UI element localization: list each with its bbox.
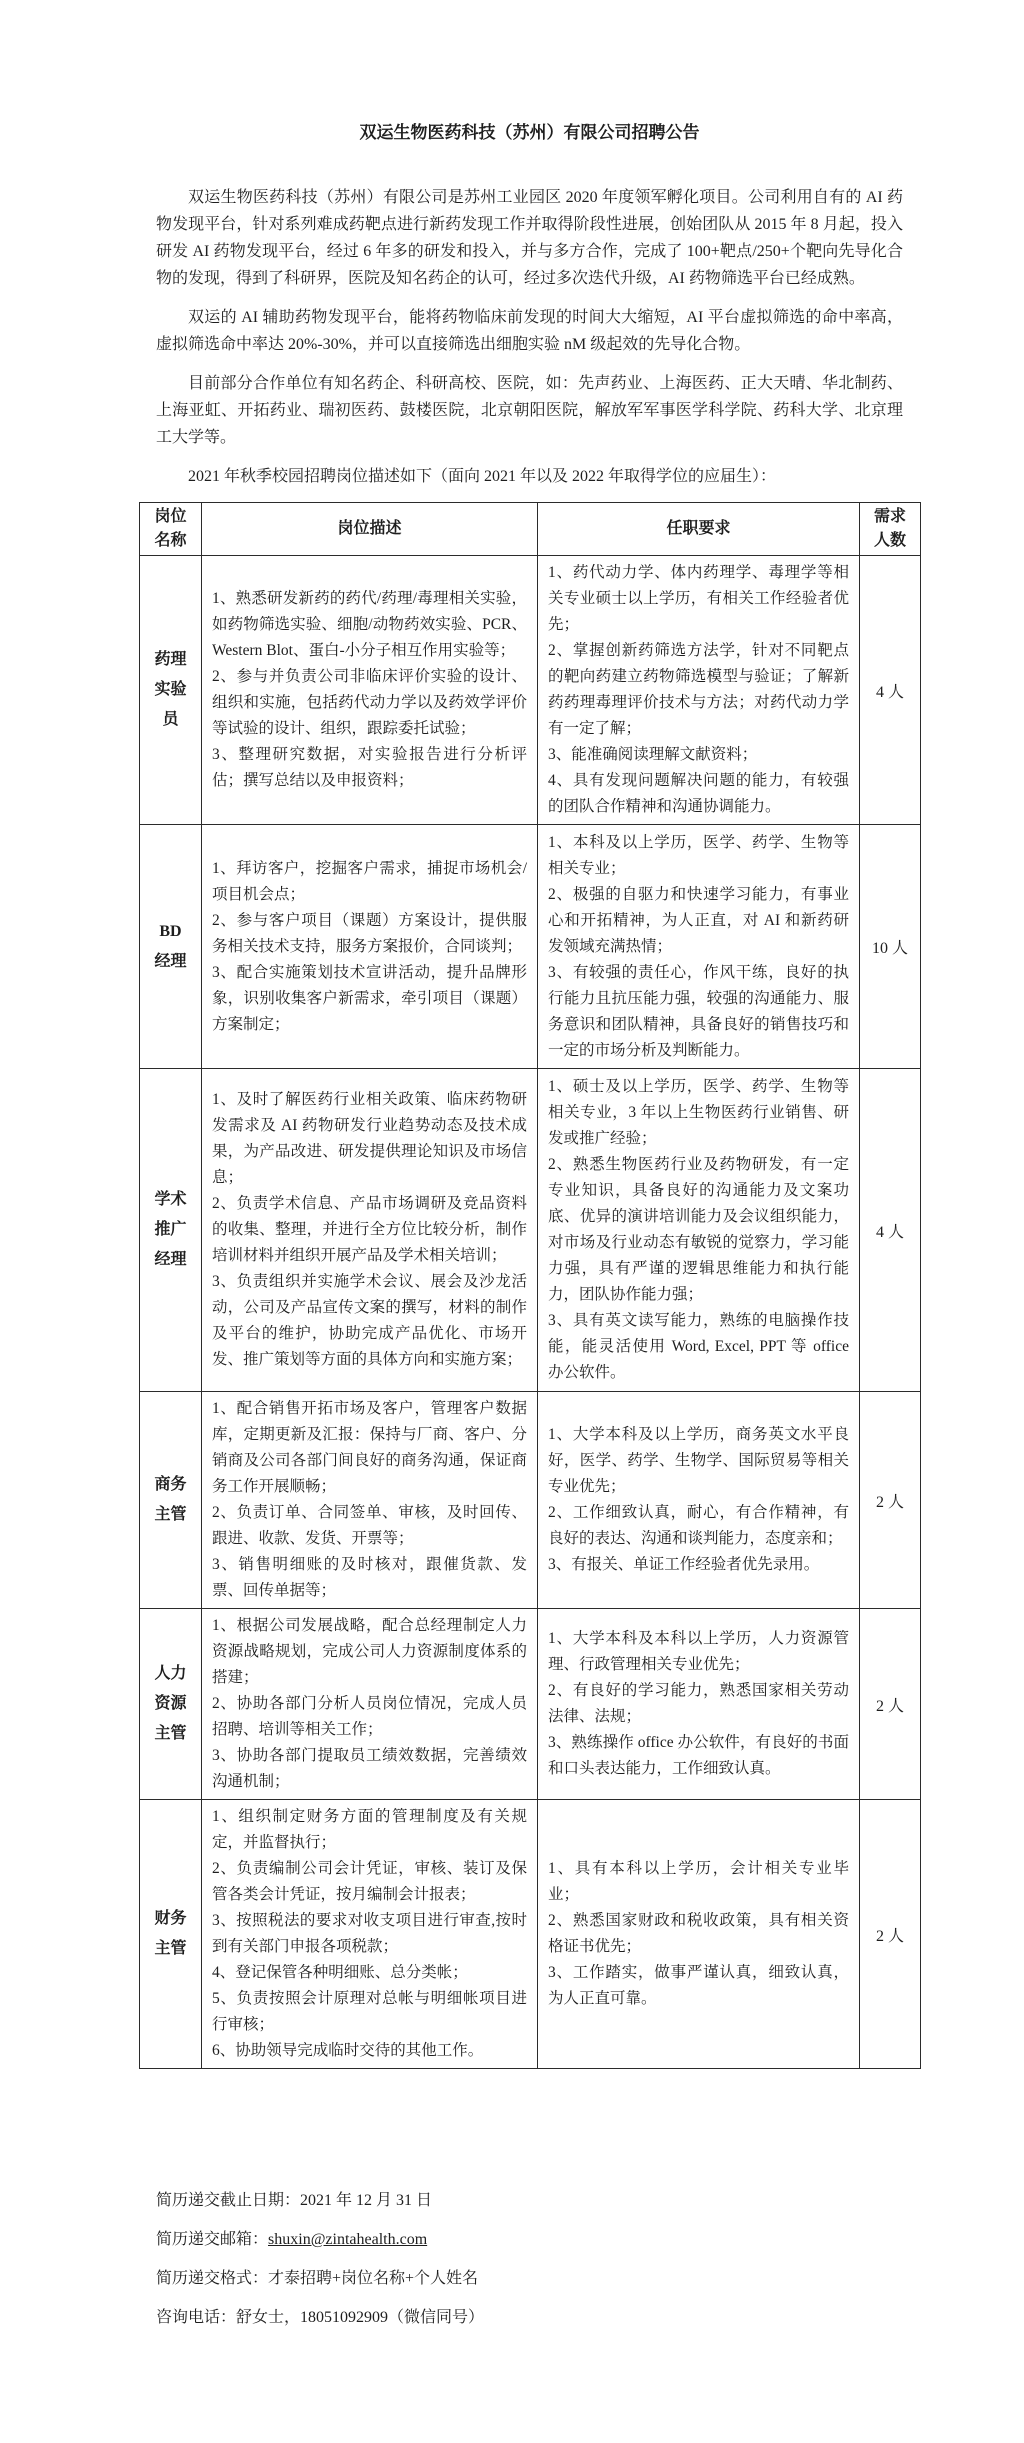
req-item: 3、有较强的责任心，作风干练，良好的执行能力且抗压能力强，较强的沟通能力、服务意识和团队精神，具备良好的销售技巧和一定的市场分析及判断能力。 [548, 963, 849, 1059]
headcount-cell: 2 人 [860, 1800, 921, 2069]
desc-item: 2、负责学术信息、产品市场调研及竞品资料的收集、整理，并进行全方位比较分析，制作培训材料并组织开展产品及学术相关培训； [212, 1195, 527, 1264]
desc-item: 1、根据公司发展战略，配合总经理制定人力资源战略规划，完成公司人力资源制度体系的搭建； [212, 1617, 527, 1686]
table-header-row [140, 503, 921, 556]
desc-item: 2、负责编制公司会计凭证，审核、装订及保管各类会计凭证，按月编制会计报表； [212, 1860, 527, 1903]
job-req-cell [538, 1392, 860, 1609]
job-name-cell: 药理实验员 [140, 556, 202, 825]
req-item: 3、具有英文读写能力，熟练的电脑操作技能，能灵活使用 Word, Excel, PPT 等 office 办公软件。 [548, 1312, 849, 1381]
table-row [140, 1069, 921, 1392]
req-item: 3、熟练操作 office 办公软件，有良好的书面和口头表达能力，工作细致认真。 [548, 1734, 849, 1777]
table-row [140, 556, 921, 825]
headcount-cell: 2 人 [860, 1609, 921, 1800]
desc-item: 2、参与客户项目（课题）方案设计，提供服务相关技术支持，服务方案报价，合同谈判； [212, 911, 527, 955]
intro-paragraph-company: 双运生物医药科技（苏州）有限公司是苏州工业园区 2020 年度领军孵化项目。公司利用自有的 AI 药物发现平台，针对系列难成药靶点进行新药发现工作并取得阶段性进展，创始团队从 2015 年 8 月起，投入研发 AI 药物发现平台，经过 6 年多的研发和投入，并与多方合作，完成了 100+靶点/250+个靶向先导化合物的发现，得到了科研界，医院及知名药企的认可，经过多次迭代升级，AI 药物筛选平台已经成熟。 [156, 189, 903, 287]
desc-item: 1、拜访客户，挖掘客户需求，捕捉市场机会/项目机会点； [212, 859, 527, 903]
headcount-cell: 10 人 [860, 825, 921, 1069]
table-row [140, 1392, 921, 1609]
table-row [140, 1609, 921, 1800]
req-item: 2、掌握创新药筛选方法学，针对不同靶点的靶向药建立药物筛选模型与验证；了解新药药理毒理评价技术与方法；对药代动力学有一定了解； [548, 642, 849, 737]
req-item: 3、有报关、单证工作经验者优先录用。 [548, 1556, 820, 1573]
desc-item: 3、按照税法的要求对收支项目进行审查,按时到有关部门申报各项税款； [212, 1912, 527, 1955]
desc-item: 3、协助各部门提取员工绩效数据，完善绩效沟通机制； [212, 1747, 527, 1790]
desc-item: 3、销售明细账的及时核对，跟催货款、发票、回传单据等； [212, 1556, 527, 1599]
req-item: 2、工作细致认真，耐心，有合作精神，有良好的表达、沟通和谈判能力，态度亲和； [548, 1504, 849, 1547]
desc-item: 1、配合销售开拓市场及客户，管理客户数据库，定期更新及汇报：保持与厂商、客户、分销商及公司各部门间良好的商务沟通，保证商务工作开展顺畅； [212, 1400, 527, 1495]
req-item: 1、硕士及以上学历，医学、药学、生物等相关专业，3 年以上生物医药行业销售、研发或推广经验； [548, 1078, 849, 1147]
req-item: 1、大学本科及本科以上学历，人力资源管理、行政管理相关专业优先； [548, 1630, 849, 1673]
job-desc-cell [202, 1609, 538, 1800]
table-row [140, 825, 921, 1069]
footer-format: 简历递交格式：才泰招聘+岗位名称+个人姓名 [156, 2270, 479, 2287]
job-name-cell: 商务主管 [140, 1392, 202, 1609]
desc-item: 5、负责按照会计原理对总帐与明细帐项目进行审核； [212, 1990, 527, 2033]
req-item: 2、熟悉国家财政和税收政策，具有相关资格证书优先； [548, 1912, 849, 1955]
desc-item: 3、配合实施策划技术宣讲活动，提升品牌形象，识别收集客户新需求，牵引项目（课题）方案制定； [212, 963, 527, 1033]
req-item: 3、能准确阅读理解文献资料； [548, 746, 758, 763]
footer-deadline: 简历递交截止日期：2021 年 12 月 31 日 [156, 2192, 433, 2209]
desc-item: 1、及时了解医药行业相关政策、临床药物研发需求及 AI 药物研发行业趋势动态及技术成果，为产品改进、研发提供理论知识及市场信息； [212, 1091, 527, 1186]
footer-phone: 咨询电话：舒女士，18051092909（微信同号） [156, 2309, 485, 2326]
job-desc-cell [202, 1069, 538, 1392]
intro-section [139, 184, 920, 490]
email-link[interactable]: shuxin@zintahealth.com [268, 2231, 428, 2248]
column-header-headcount: 需求人数 [860, 503, 921, 556]
footer-email-label: 简历递交邮箱： [156, 2231, 269, 2248]
req-item: 2、极强的自驱力和快速学习能力，有事业心和开拓精神，为人正直，对 AI 和新药研发领域充满热情； [548, 885, 849, 955]
desc-item: 4、登记保管各种明细账、总分类帐； [212, 1964, 468, 1981]
job-name-cell: 人力资源主管 [140, 1609, 202, 1800]
document-page [139, 0, 920, 2337]
jobs-table [139, 502, 921, 2069]
headcount-cell: 4 人 [860, 556, 921, 825]
footer-email-line [156, 2220, 903, 2259]
column-header-position-name: 岗位名称 [140, 503, 202, 556]
headcount-cell: 4 人 [860, 1069, 921, 1392]
table-row [140, 1800, 921, 2069]
req-item: 1、药代动力学、体内药理学、毒理学等相关专业硕士以上学历，有相关工作经验者优先； [548, 564, 849, 633]
intro-paragraph-recruit-note: 2021 年秋季校园招聘岗位描述如下（面向 2021 年以及 2022 年取得学位的应届生）： [188, 468, 777, 485]
job-name-cell: 财务主管 [140, 1800, 202, 2069]
desc-item: 3、整理研究数据，对实验报告进行分析评估；撰写总结以及申报资料； [212, 746, 527, 789]
req-item: 2、有良好的学习能力，熟悉国家相关劳动法律、法规； [548, 1682, 849, 1725]
job-req-cell [538, 556, 860, 825]
desc-item: 3、负责组织并实施学术会议、展会及沙龙活动，公司及产品宣传文案的撰写，材料的制作及平台的维护，协助完成产品优化、市场开发、推广策划等方面的具体方向和实施方案； [212, 1273, 527, 1368]
req-item: 1、本科及以上学历，医学、药学、生物等相关专业； [548, 833, 849, 877]
req-item: 2、熟悉生物医药行业及药物研发，有一定专业知识，具备良好的沟通能力及文案功底、优异的演讲培训能力及会议组织能力，对市场及行业动态有敏锐的觉察力，学习能力强，具有严谨的逻辑思维能力和执行能力，团队协作能力强； [548, 1156, 849, 1303]
job-name-cell: BD经理 [140, 825, 202, 1069]
job-req-cell [538, 1069, 860, 1392]
req-item: 1、具有本科以上学历，会计相关专业毕业； [548, 1860, 849, 1903]
req-item: 1、大学本科及以上学历，商务英文水平良好，医学、药学、生物学、国际贸易等相关专业优先； [548, 1426, 849, 1495]
job-desc-cell [202, 825, 538, 1069]
intro-paragraph-platform: 双运的 AI 辅助药物发现平台，能将药物临床前发现的时间大大缩短，AI 平台虚拟筛选的命中率高，虚拟筛选命中率达 20%-30%，并可以直接筛选出细胞实验 nM 级起效的先导化合物。 [156, 309, 903, 353]
headcount-cell: 2 人 [860, 1392, 921, 1609]
job-desc-cell [202, 556, 538, 825]
footer-contact-section [139, 2181, 920, 2337]
desc-item: 1、熟悉研发新药的药代/药理/毒理相关实验，如药物筛选实验、细胞/动物药效实验、PCR、Western Blot、蛋白-小分子相互作用实验等； [212, 590, 527, 659]
job-req-cell [538, 825, 860, 1069]
column-header-requirements: 任职要求 [538, 503, 860, 556]
req-item: 3、工作踏实，做事严谨认真，细致认真，为人正直可靠。 [548, 1964, 849, 2007]
job-req-cell [538, 1609, 860, 1800]
desc-item: 2、协助各部门分析人员岗位情况，完成人员招聘、培训等相关工作； [212, 1695, 527, 1738]
job-desc-cell [202, 1800, 538, 2069]
desc-item: 2、参与并负责公司非临床评价实验的设计、组织和实施，包括药代动力学以及药效学评价等试验的设计、组织，跟踪委托试验； [212, 668, 527, 737]
desc-item: 6、协助领导完成临时交待的其他工作。 [212, 2042, 484, 2059]
req-item: 4、具有发现问题解决问题的能力，有较强的团队合作精神和沟通协调能力。 [548, 772, 849, 815]
job-name-cell: 学术推广经理 [140, 1069, 202, 1392]
desc-item: 2、负责订单、合同签单、审核，及时回传、跟进、收款、发货、开票等； [212, 1504, 527, 1547]
job-req-cell [538, 1800, 860, 2069]
column-header-job-description: 岗位描述 [202, 503, 538, 556]
job-desc-cell [202, 1392, 538, 1609]
desc-item: 1、组织制定财务方面的管理制度及有关规定，并监督执行； [212, 1808, 527, 1851]
intro-paragraph-partners: 目前部分合作单位有知名药企、科研高校、医院，如：先声药业、上海医药、正大天晴、华北制药、上海亚虹、开拓药业、瑞初医药、鼓楼医院，北京朝阳医院，解放军军事医学科学院、药科大学、北京理工大学等。 [156, 375, 903, 446]
page-title: 双运生物医药科技（苏州）有限公司招聘公告 [359, 123, 700, 142]
